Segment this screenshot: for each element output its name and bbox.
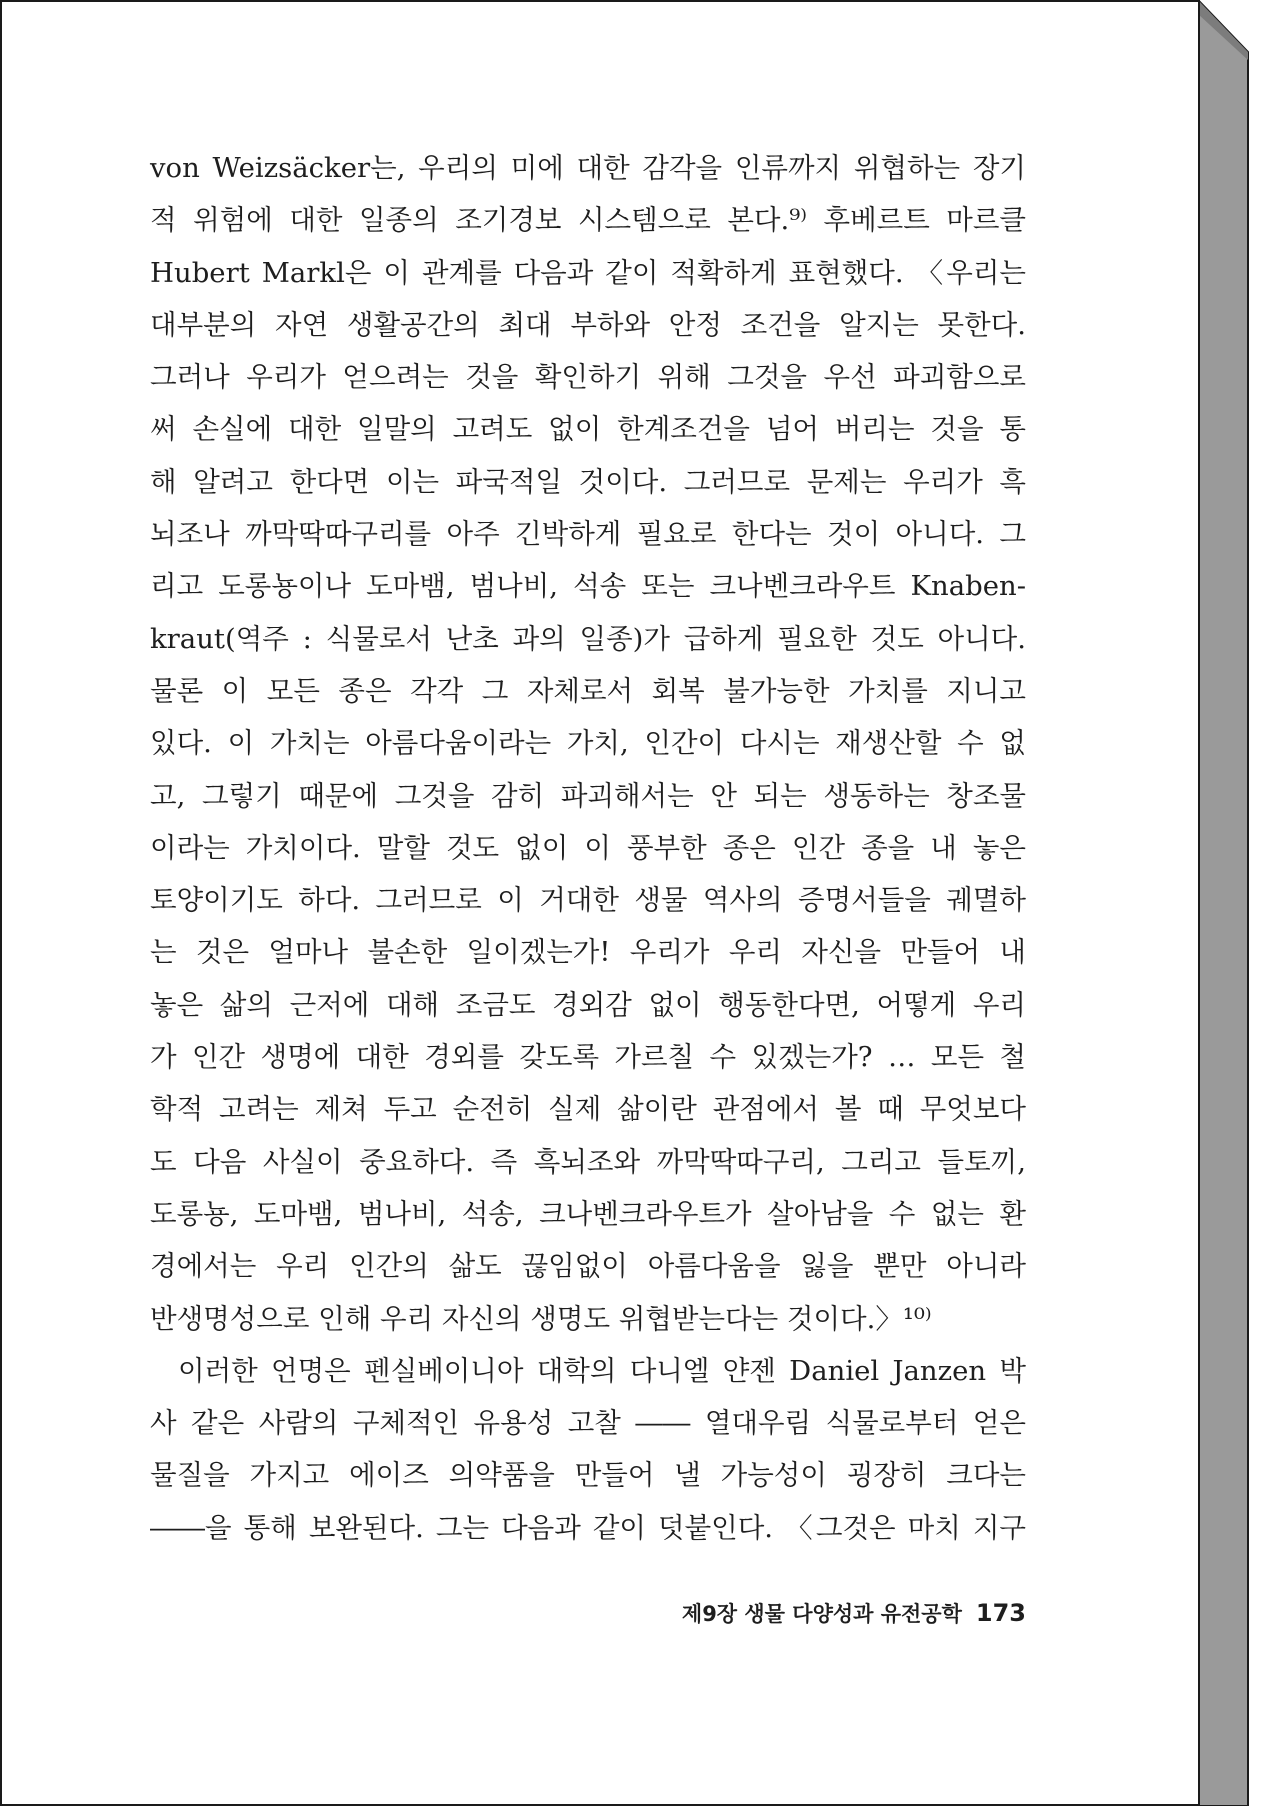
text-line: 도 다음 사실이 중요하다. 즉 흑뇌조와 까막딱따구리, 그리고 들토끼, — [150, 1145, 1026, 1178]
text-line: 토양이기도 하다. 그러므로 이 거대한 생물 역사의 증명서들을 궤멸하 — [150, 884, 1026, 917]
body-text — [150, 142, 1026, 1554]
text-line: 가 인간 생명에 대한 경외를 갖도록 가르칠 수 있겠는가? … 모든 철 — [150, 1041, 1026, 1074]
text-line: 적 위험에 대한 일종의 조기경보 시스템으로 본다.⁹⁾ 후베르트 마르클 — [150, 204, 1026, 237]
text-line: 대부분의 자연 생활공간의 최대 부하와 안정 조건을 알지는 못한다. — [150, 308, 1026, 341]
text-line: 있다. 이 가치는 아름다움이라는 가치, 인간이 다시는 재생산할 수 없 — [150, 727, 1026, 760]
book-side-shadow — [1198, 0, 1248, 1806]
text-line: Hubert Markl은 이 관계를 다음과 같이 적확하게 표현했다. 〈우리는 — [150, 256, 1026, 289]
text-line: 사 같은 사람의 구체적인 유용성 고찰 ―― 열대우림 식물로부터 얻은 — [150, 1407, 1026, 1440]
running-footer-chapter: 제9장 생물 다양성과 유전공학 — [681, 1602, 962, 1626]
text-line: 그러나 우리가 얻으려는 것을 확인하기 위해 그것을 우선 파괴함으로 — [150, 361, 1026, 394]
page-number: 173 — [975, 1599, 1026, 1627]
text-line: kraut(역주 : 식물로서 난초 과의 일종)가 급하게 필요한 것도 아니다. — [150, 622, 1026, 655]
text-line: 경에서는 우리 인간의 삶도 끊임없이 아름다움을 잃을 뿐만 아니라 — [150, 1250, 1026, 1283]
text-line: 도롱뇽, 도마뱀, 범나비, 석송, 크나벤크라우트가 살아남을 수 없는 환 — [150, 1197, 1026, 1230]
text-line: 이러한 언명은 펜실베이니아 대학의 다니엘 얀젠 Daniel Janzen 박 — [178, 1354, 1026, 1387]
text-line: 써 손실에 대한 일말의 고려도 없이 한계조건을 넘어 버리는 것을 통 — [150, 413, 1026, 446]
text-line: 놓은 삶의 근저에 대해 조금도 경외감 없이 행동한다면, 어떻게 우리 — [150, 988, 1026, 1021]
text-line: 리고 도롱뇽이나 도마뱀, 범나비, 석송 또는 크나벤크라우트 Knaben- — [150, 570, 1026, 603]
text-line: 이라는 가치이다. 말할 것도 없이 이 풍부한 종은 인간 종을 내 놓은 — [150, 831, 1026, 864]
text-line: 고, 그렇기 때문에 그것을 감히 파괴해서는 안 되는 생동하는 창조물 — [150, 779, 1026, 812]
text-line: 는 것은 얼마나 불손한 일이겠는가! 우리가 우리 자신을 만들어 내 — [150, 936, 1026, 969]
text-line: 물론 이 모든 종은 각각 그 자체로서 회복 불가능한 가치를 지니고 — [150, 674, 1026, 707]
text-line: 반생명성으로 인해 우리 자신의 생명도 위협받는다는 것이다.〉¹⁰⁾ — [150, 1302, 932, 1335]
text-line: 물질을 가지고 에이즈 의약품을 만들어 낼 가능성이 굉장히 크다는 — [150, 1459, 1026, 1492]
text-line: 해 알려고 한다면 이는 파국적일 것이다. 그러므로 문제는 우리가 흑 — [150, 465, 1026, 498]
text-line: von Weizsäcker는, 우리의 미에 대한 감각을 인류까지 위협하는 장기 — [150, 152, 1026, 184]
text-line: 학적 고려는 제쳐 두고 순전히 실제 삶이란 관점에서 볼 때 무엇보다 — [150, 1093, 1026, 1126]
page-footer — [670, 1598, 1026, 1628]
text-line: 뇌조나 까막딱따구리를 아주 긴박하게 필요로 한다는 것이 아니다. 그 — [150, 518, 1026, 551]
text-line: ――을 통해 보완된다. 그는 다음과 같이 덧붙인다. 〈그것은 마치 지구 — [150, 1511, 1026, 1544]
